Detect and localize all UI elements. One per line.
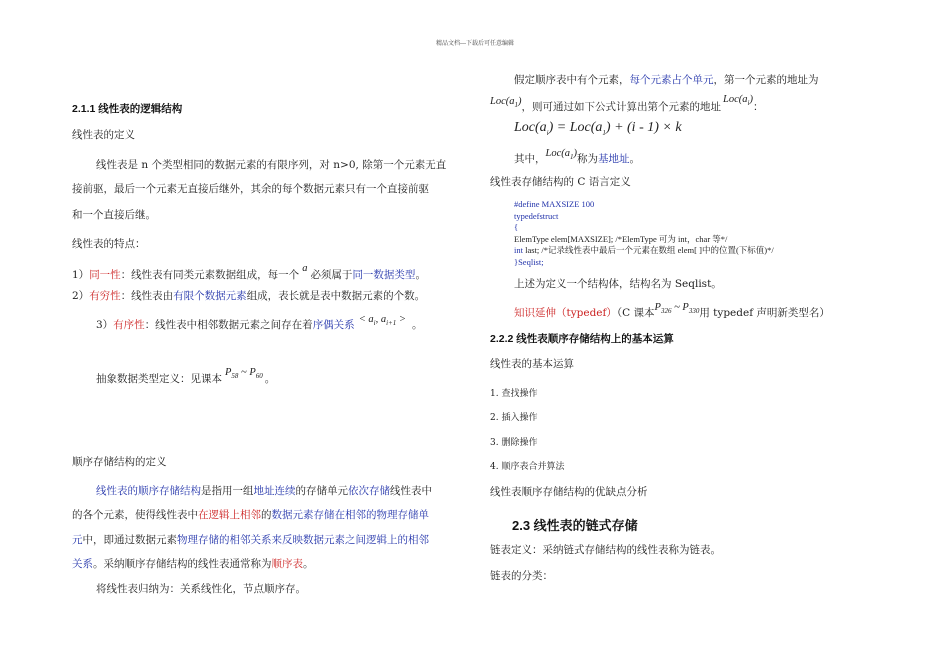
seq-keyword-6: 元 (72, 534, 83, 546)
feature-3-keyword-2: 序偶关系 (312, 319, 355, 331)
adt-definition (96, 367, 276, 390)
linked-list-types: 链表的分类： (490, 570, 553, 582)
adt-end: 。 (264, 373, 276, 385)
sequential-line-1 (96, 484, 432, 498)
feature-1-keyword-2: 同一数据类型 (352, 269, 416, 281)
code-line-6: }Seqlist; (514, 256, 544, 267)
seq-keyword-8: 关系 (72, 558, 93, 570)
code-int-keyword: int (514, 245, 523, 255)
right-line-1 (514, 73, 819, 87)
formula-part-b: ) = Loc(a (548, 120, 603, 135)
summary-line: 将线性表归纳为：关系线性化，节点顺序存。 (96, 583, 306, 595)
seq-text-3a: 中，即通过数据元素 (82, 534, 177, 546)
seq-keyword-7: 物理存储的相邻关系来反映数据元素之间逻辑上的相邻 (177, 534, 429, 546)
adt-p2: P (249, 367, 256, 378)
loc-ai-math (721, 94, 753, 108)
feature-3-sub-i: i (373, 319, 376, 328)
r1-text-b: ，第一个元素的地址为 (713, 74, 819, 86)
code-line-3: { (514, 222, 519, 232)
r4-keyword: 基地址 (598, 153, 630, 165)
feature-1-end: 。 (415, 269, 426, 281)
sequential-line-2 (72, 508, 429, 522)
feature-3-text: ：线性表中相邻数据元素之间存在着 (144, 319, 313, 331)
code-block (514, 199, 774, 268)
seq-text-4a: 。采纳顺序存储结构的线性表通常称为 (93, 558, 272, 570)
c-definition-heading: 线性表存储结构的 C 语言定义 (490, 176, 631, 188)
loc-ai-text: Loc(a (723, 94, 748, 105)
sequential-line-3 (72, 533, 429, 547)
base-address-sub: 1 (570, 153, 574, 162)
r1-text-a: 假定顺序表中有个元素， (514, 74, 630, 86)
pros-cons-heading: 线性表顺序存储结构的优缺点分析 (490, 486, 648, 498)
extension-keyword: 知识延伸（typedef） (514, 307, 617, 319)
linked-list-definition: 链表定义：采纳链式存储结构的线性表称为链表。 (490, 544, 721, 556)
definition-line-2: 接前驱，最后一个元素无直接后继外，其余的每个数据元素只有一个直接前驱 (72, 183, 429, 195)
code-line-4: ElemType elem[MAXSIZE]; /*ElemType 可为 int，char 等*/ (514, 233, 728, 244)
loc-a1-close: ) (518, 96, 522, 107)
loc-a1-text: Loc(a (490, 96, 515, 107)
code-line-5-rest: last; /*记录线性表中最后一个元素在数组 elem[ ]中的位置(下标值)*/ (522, 245, 774, 255)
seq-text-2b: 的 (261, 509, 272, 521)
ext-p1: P (654, 302, 661, 313)
seq-keyword-4: 在逻辑上相邻 (198, 509, 261, 521)
formula-part-a: Loc(a (514, 120, 547, 135)
seq-text-4-end: 。 (303, 558, 314, 570)
basic-operations-heading: 线性表的基本运算 (490, 358, 574, 370)
r4-text-b: 称为 (577, 153, 598, 165)
section-title-2-1-1: 2.1.1 线性表的逻辑结构 (72, 103, 183, 115)
formula-sub-i: i (546, 128, 549, 137)
seq-text-1c: 线性表中 (390, 485, 432, 497)
adt-p1: P (225, 367, 232, 378)
code-line-2: typedefstruct (514, 210, 559, 221)
adt-tilde: ~ (241, 367, 247, 378)
feature-3-ordered-pair: < $a_i$, $a_{i+1}$ > (358, 314, 406, 328)
section-title-2-3: 2.3 线性表的链式存储 (512, 518, 638, 533)
operation-2: 2. 插入操作 (490, 413, 538, 423)
seq-keyword-2: 地址连续 (253, 485, 296, 497)
ext-p2-sub: 330 (688, 307, 700, 316)
right-line-2 (490, 94, 763, 112)
seq-keyword-9: 顺序表 (271, 558, 303, 570)
seq-text-1b: 的存储单元 (295, 485, 348, 497)
base-address-math (545, 148, 578, 162)
feature-3 (96, 314, 423, 336)
operation-1: 1. 查找操作 (490, 389, 538, 399)
struct-note: 上述为定义一个结构体，结构名为 Seqlist。 (514, 278, 722, 290)
feature-1-variable: a (302, 263, 308, 274)
feature-3-number: 3） (96, 319, 114, 331)
feature-2-text-b: 组成，表长就是表中数据元素的个数。 (246, 290, 426, 302)
formula-sub-1: 1 (602, 128, 606, 137)
feature-1-number: 1） (72, 269, 90, 281)
operation-3: 3. 删除操作 (490, 438, 538, 448)
address-formula (514, 120, 682, 137)
definition-line-1: 线性表是 n 个类型相同的数据元素的有限序列，对 n>0, 除第一个元素无直 (96, 159, 447, 171)
seq-text-2a: 的各个元素，使得线性表中 (72, 509, 198, 521)
feature-2-number: 2） (72, 290, 90, 302)
base-address-close: ) (573, 148, 577, 159)
feature-2-text: ：线性表由 (120, 290, 174, 302)
loc-a1-sub: 1 (514, 101, 518, 110)
base-address-text: Loc(a (545, 148, 570, 159)
section-title-2-2-2: 2.2.2 线性表顺序存储结构上的基本运算 (490, 333, 674, 345)
feature-3-keyword: 有序性 (113, 319, 145, 331)
seq-text-1a: 是指用一组 (201, 485, 254, 497)
extension-text-b: 用 typedef 声明新类型名） (699, 307, 830, 319)
adt-page-range (222, 367, 263, 381)
page-header: 精品文档---下载后可任意编辑 (435, 40, 515, 47)
r1-keyword: 每个元素占个单元 (629, 74, 714, 86)
feature-3-end: 。 (412, 319, 423, 331)
loc-ai-sub: i (747, 99, 750, 108)
loc-a1-math (490, 96, 522, 110)
r2-text: ，则可通过如下公式计算出第个元素的地址 (521, 101, 721, 113)
knowledge-extension (514, 300, 830, 318)
code-line-1: #define MAXSIZE 100 (514, 199, 595, 209)
features-heading: 线性表的特点： (72, 238, 146, 250)
feature-1-text-b: 必须属于 (310, 269, 353, 281)
operation-4: 4. 顺序表合并算法 (490, 462, 565, 472)
feature-2 (72, 289, 425, 303)
r4-text-a: 其中， (514, 153, 546, 165)
ext-tilde: ~ (674, 302, 680, 313)
definition-heading: 线性表的定义 (72, 129, 135, 141)
extension-page-range (654, 302, 700, 316)
seq-keyword-3: 依次存储 (348, 485, 390, 497)
feature-1-keyword: 同一性 (89, 269, 121, 281)
loc-ai-close: ) (749, 94, 753, 105)
feature-2-keyword-2: 有限个数据元素 (173, 290, 247, 302)
sequential-heading: 顺序存储结构的定义 (72, 456, 167, 468)
formula-part-c: ) + (i - 1) × k (605, 120, 682, 135)
adt-p2-sub: 60 (255, 372, 263, 381)
extension-text-a: （C 课本 (616, 307, 655, 319)
r2-end: ： (752, 101, 764, 113)
ext-p1-sub: 326 (660, 307, 672, 316)
r4-end: 。 (629, 153, 640, 165)
right-line-4 (514, 146, 640, 164)
adt-text: 抽象数据类型定义：见课本 (96, 373, 222, 385)
definition-line-3: 和一个直接后继。 (72, 209, 156, 221)
feature-3-sub-i1: i+1 (386, 319, 397, 328)
feature-1 (72, 263, 426, 283)
code-line-5 (514, 245, 774, 257)
seq-keyword-1: 线性表的顺序存储结构 (96, 485, 201, 497)
feature-1-text: ：线性表有同类元素数据组成，每一个 (120, 269, 300, 281)
ext-p2: P (682, 302, 689, 313)
sequential-line-4 (72, 557, 314, 571)
feature-2-keyword: 有穷性 (89, 290, 121, 302)
adt-p1-sub: 58 (231, 372, 239, 381)
seq-keyword-5: 数据元素存储在相邻的物理存储单 (271, 509, 429, 521)
